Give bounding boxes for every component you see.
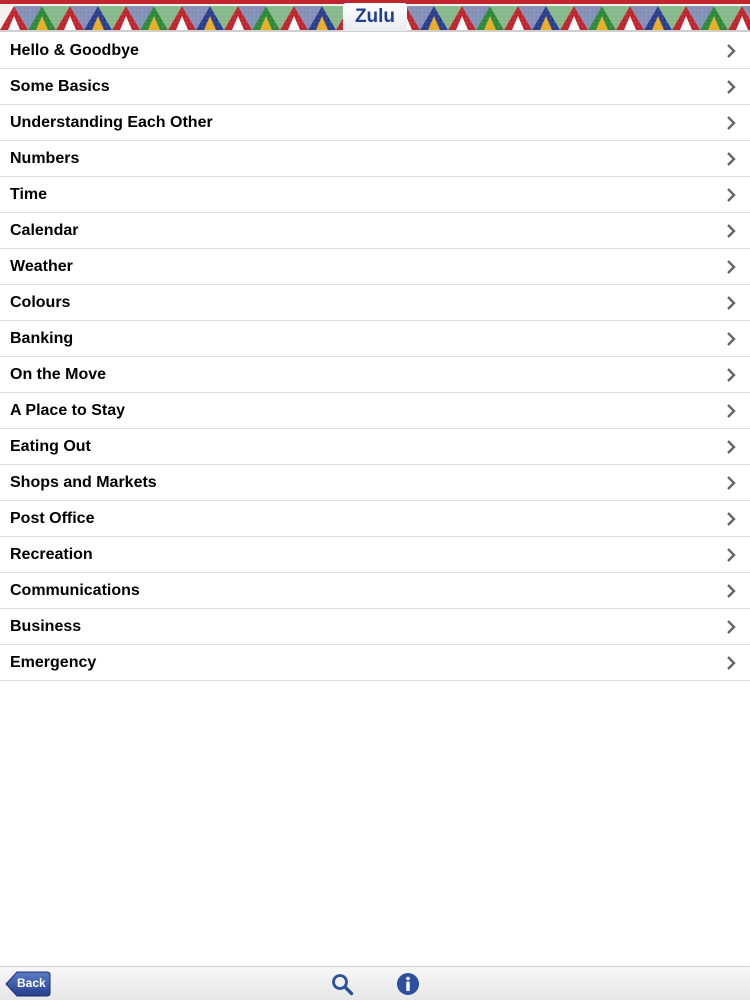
list-item-business[interactable] bbox=[0, 609, 750, 645]
list-item-label: Calendar bbox=[10, 221, 79, 239]
list-item-numbers[interactable] bbox=[0, 141, 750, 177]
list-item-on-the-move[interactable] bbox=[0, 357, 750, 393]
list-item-label: Eating Out bbox=[10, 437, 91, 455]
list-item-label: A Place to Stay bbox=[10, 401, 126, 419]
chevron-right-icon bbox=[726, 656, 736, 670]
chevron-right-icon bbox=[726, 152, 736, 166]
list-item-eating-out[interactable] bbox=[0, 429, 750, 465]
list-item-label: Some Basics bbox=[10, 77, 110, 95]
back-button-label: Back bbox=[17, 976, 46, 990]
chevron-right-icon bbox=[726, 620, 736, 634]
list-item-hello-goodbye[interactable] bbox=[0, 33, 750, 69]
info-icon[interactable] bbox=[396, 972, 420, 996]
phrase-category-list bbox=[0, 33, 750, 681]
list-item-label: Recreation bbox=[10, 545, 93, 563]
list-item-recreation[interactable] bbox=[0, 537, 750, 573]
list-item-time[interactable] bbox=[0, 177, 750, 213]
list-item-label: Colours bbox=[10, 293, 71, 311]
chevron-right-icon bbox=[726, 512, 736, 526]
list-item-shops-markets[interactable] bbox=[0, 465, 750, 501]
chevron-right-icon bbox=[726, 404, 736, 418]
chevron-right-icon bbox=[726, 44, 736, 58]
chevron-right-icon bbox=[726, 476, 736, 490]
back-button[interactable] bbox=[5, 971, 51, 997]
chevron-right-icon bbox=[726, 116, 736, 130]
chevron-right-icon bbox=[726, 260, 736, 274]
list-item-label: Time bbox=[10, 185, 48, 203]
chevron-right-icon bbox=[726, 188, 736, 202]
list-item-label: Post Office bbox=[10, 509, 95, 527]
bottom-toolbar bbox=[0, 966, 750, 1000]
list-item-post-office[interactable] bbox=[0, 501, 750, 537]
list-item-some-basics[interactable] bbox=[0, 69, 750, 105]
list-item-emergency[interactable] bbox=[0, 645, 750, 681]
page-title: Zulu bbox=[343, 3, 407, 31]
beaded-header bbox=[0, 0, 750, 32]
list-item-label: Business bbox=[10, 617, 82, 635]
list-item-label: Hello & Goodbye bbox=[10, 41, 139, 59]
list-item-label: On the Move bbox=[10, 365, 107, 383]
list-item-understanding[interactable] bbox=[0, 105, 750, 141]
list-item-label: Shops and Markets bbox=[10, 473, 157, 491]
list-item-calendar[interactable] bbox=[0, 213, 750, 249]
list-item-label: Numbers bbox=[10, 149, 80, 167]
list-item-label: Emergency bbox=[10, 653, 97, 671]
list-item-banking[interactable] bbox=[0, 321, 750, 357]
list-item-label: Communications bbox=[10, 581, 140, 599]
list-item-place-to-stay[interactable] bbox=[0, 393, 750, 429]
list-item-label: Banking bbox=[10, 329, 74, 347]
search-icon[interactable] bbox=[330, 972, 354, 996]
list-item-colours[interactable] bbox=[0, 285, 750, 321]
chevron-right-icon bbox=[726, 584, 736, 598]
chevron-right-icon bbox=[726, 548, 736, 562]
list-item-label: Weather bbox=[10, 257, 73, 275]
chevron-right-icon bbox=[726, 80, 736, 94]
list-item-communications[interactable] bbox=[0, 573, 750, 609]
chevron-right-icon bbox=[726, 224, 736, 238]
chevron-right-icon bbox=[726, 440, 736, 454]
list-item-label: Understanding Each Other bbox=[10, 113, 213, 131]
chevron-right-icon bbox=[726, 332, 736, 346]
chevron-right-icon bbox=[726, 296, 736, 310]
list-item-weather[interactable] bbox=[0, 249, 750, 285]
chevron-right-icon bbox=[726, 368, 736, 382]
